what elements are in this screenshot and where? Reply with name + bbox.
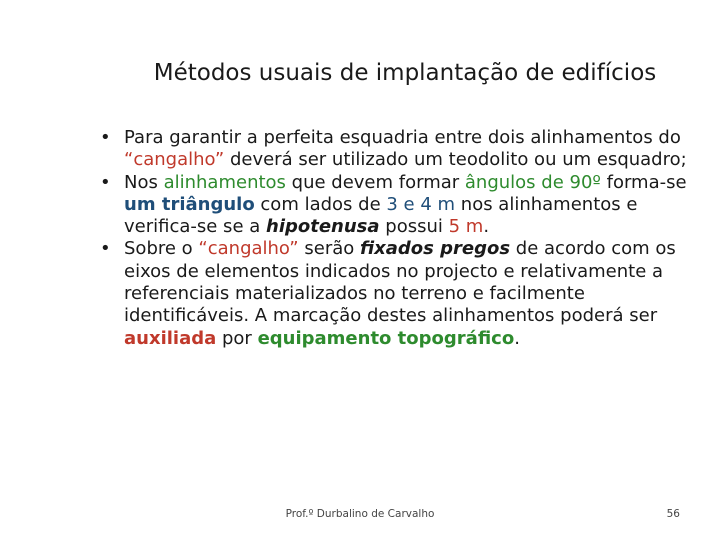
highlight-angulos: ângulos de 90º (464, 171, 601, 193)
highlight-hipotenusa: hipotenusa (266, 216, 380, 238)
bullet-item (100, 238, 700, 349)
highlight-5m: 5 m (448, 216, 484, 238)
bullet-text: forma-se (600, 171, 687, 193)
highlight-cangalho: “cangalho” (198, 238, 299, 260)
bullet-text: Nos (124, 171, 164, 193)
highlight-alinhamentos: alinhamentos (163, 171, 286, 193)
page-number: 56 (666, 508, 680, 520)
bullet-text: deverá ser utilizado um teodolito ou um esquadro; (224, 149, 687, 171)
bullet-text: com lados de (254, 193, 387, 215)
footer-author: Prof.º Durbalino de Carvalho (285, 508, 435, 520)
highlight-cangalho: “cangalho” (124, 149, 225, 171)
bullet-text: que devem formar (285, 171, 465, 193)
highlight-fixados-pregos: fixados pregos (359, 238, 511, 260)
bullet-text: . (483, 216, 490, 238)
bullet-text: possui (379, 216, 449, 238)
bullet-dot: • (100, 238, 111, 260)
bullet-item (100, 127, 700, 172)
highlight-auxiliada: auxiliada (124, 327, 217, 349)
bullet-text: Para garantir a perfeita esquadria entre dois alinhamentos do (124, 127, 681, 148)
highlight-equipamento: equipamento topográfico (257, 327, 515, 349)
bullet-text: por (216, 327, 258, 349)
bullet-dot: • (100, 171, 111, 193)
bullet-dot: • (100, 127, 111, 148)
bullet-text: de acordo com os eixos de elementos indicados no projecto e relativamente a referenciais materializados no terreno e facilmente identificáveis. A marcação destes alinhamentos poderá ser (124, 238, 676, 327)
highlight-lados: 3 e 4 m (386, 193, 456, 215)
highlight-triangulo: um triângulo (124, 193, 255, 215)
bullet-list (100, 127, 700, 350)
bullet-text: nos alinhamentos e verifica-se se a (124, 193, 638, 238)
bullet-text: serão (298, 238, 360, 260)
bullet-text: . (514, 327, 520, 349)
bullet-text: Sobre o (124, 238, 199, 260)
bullet-item (100, 172, 700, 239)
slide-title: Métodos usuais de implantação de edifícios (153, 60, 657, 86)
